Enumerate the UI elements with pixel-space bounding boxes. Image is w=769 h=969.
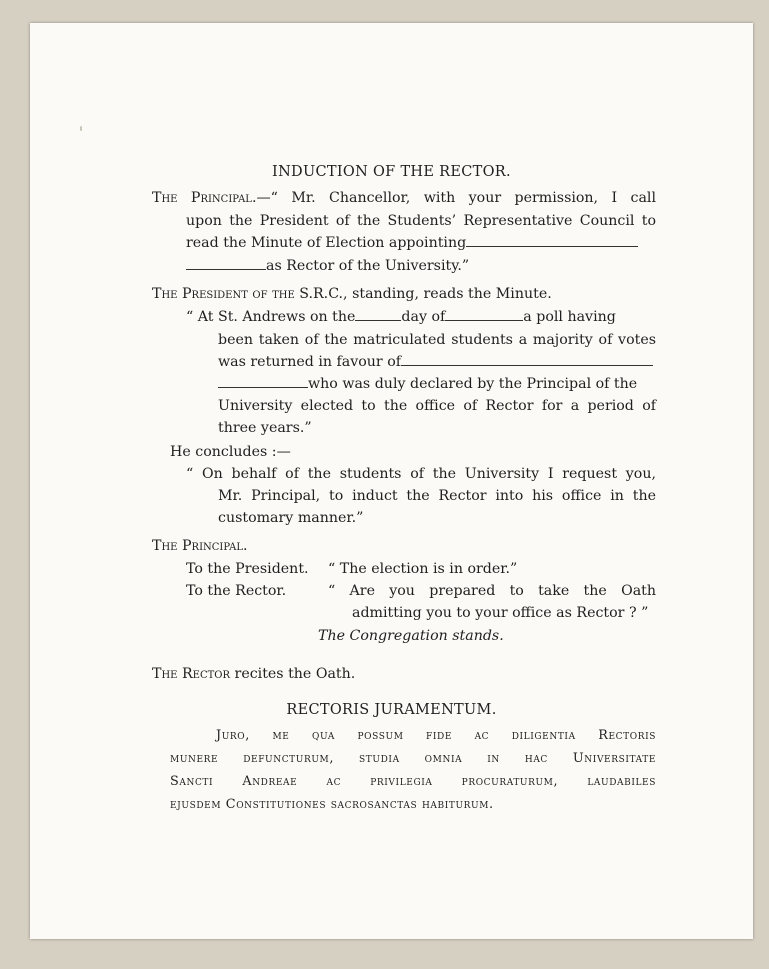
minute-line-1 bbox=[186, 307, 616, 327]
document-title: INDUCTION OF THE RECTOR. bbox=[272, 164, 511, 180]
minute-line-5: University elected to the office of Rector for a period of bbox=[218, 398, 656, 414]
concludes-line: He concludes :— bbox=[170, 444, 291, 460]
oath-line-1: Juro, me qua possum fide ac diligentia Rectoris bbox=[216, 728, 656, 743]
oath-line-2: munere defuncturum, studia omnia in hac Universitate bbox=[170, 751, 656, 766]
minute-text: was returned in favour of bbox=[218, 354, 401, 370]
document-page bbox=[30, 23, 753, 939]
candidate-blank bbox=[401, 352, 653, 366]
oath-line-4: ejusdem Constitutiones sacrosanctas habiturum. bbox=[170, 797, 494, 812]
principal-speech-line-4 bbox=[186, 256, 469, 276]
speaker-rector: The Rector bbox=[152, 666, 231, 682]
paper-fleck bbox=[80, 126, 82, 131]
minute-line-6: three years.” bbox=[218, 420, 312, 436]
rector-name-blank-2 bbox=[186, 256, 266, 270]
speech-text: “ Mr. Chancellor, with your permission, I call bbox=[270, 190, 656, 206]
stage-direction: The Congregation stands. bbox=[318, 628, 504, 644]
oath-heading: RECTORIS JURAMENTUM. bbox=[286, 702, 497, 718]
rector-quote-line-1: “ Are you prepared to take the Oath bbox=[328, 583, 656, 599]
minute-text: day of bbox=[401, 309, 446, 325]
speaker-principal: The Principal. bbox=[152, 190, 257, 206]
minute-text: a poll having bbox=[523, 309, 616, 325]
minute-text: “ At St. Andrews on the bbox=[186, 309, 356, 325]
president-heading-line bbox=[152, 284, 552, 304]
request-line-3: customary manner.” bbox=[218, 510, 364, 526]
principal-speech-line-1 bbox=[152, 188, 656, 208]
speaker-president-org: S.R.C., bbox=[299, 286, 348, 302]
oath-line-3: Sancti Andreae ac privilegia procuraturum, laudabiles bbox=[170, 774, 656, 789]
to-president-label: To the President. bbox=[186, 561, 309, 577]
minute-line-4 bbox=[218, 374, 637, 394]
speaker-president: The President of the bbox=[152, 286, 295, 302]
president-quote: “ The election is in order.” bbox=[328, 561, 518, 577]
to-rector-label: To the Rector. bbox=[186, 583, 287, 599]
rector-quote-line-2: admitting you to your office as Rector ? ” bbox=[352, 605, 649, 621]
speech-text: as Rector of the University.” bbox=[266, 258, 470, 274]
speech-text: read the Minute of Election appointing bbox=[186, 235, 467, 251]
stage-action: recites the Oath. bbox=[234, 666, 356, 682]
rector-name-blank bbox=[466, 233, 638, 247]
minute-line-3 bbox=[218, 352, 653, 372]
speaker-principal-2: The Principal. bbox=[152, 538, 248, 554]
request-line-1: “ On behalf of the students of the University I request you, bbox=[186, 466, 656, 482]
stage-action: standing, reads the Minute. bbox=[352, 286, 552, 302]
principal-speech-line-2: upon the President of the Students’ Representative Council to bbox=[186, 213, 656, 229]
request-line-2: Mr. Principal, to induct the Rector into his office in the bbox=[218, 488, 656, 504]
principal-speech-line-3 bbox=[186, 233, 638, 253]
candidate-blank-2 bbox=[218, 374, 308, 388]
em-dash: — bbox=[256, 190, 271, 206]
minute-text: who was duly declared by the Principal of the bbox=[308, 376, 638, 392]
rector-oath-line bbox=[152, 664, 355, 684]
minute-line-2: been taken of the matriculated students a majority of votes bbox=[218, 332, 656, 348]
month-blank bbox=[445, 307, 523, 321]
day-blank bbox=[355, 307, 401, 321]
